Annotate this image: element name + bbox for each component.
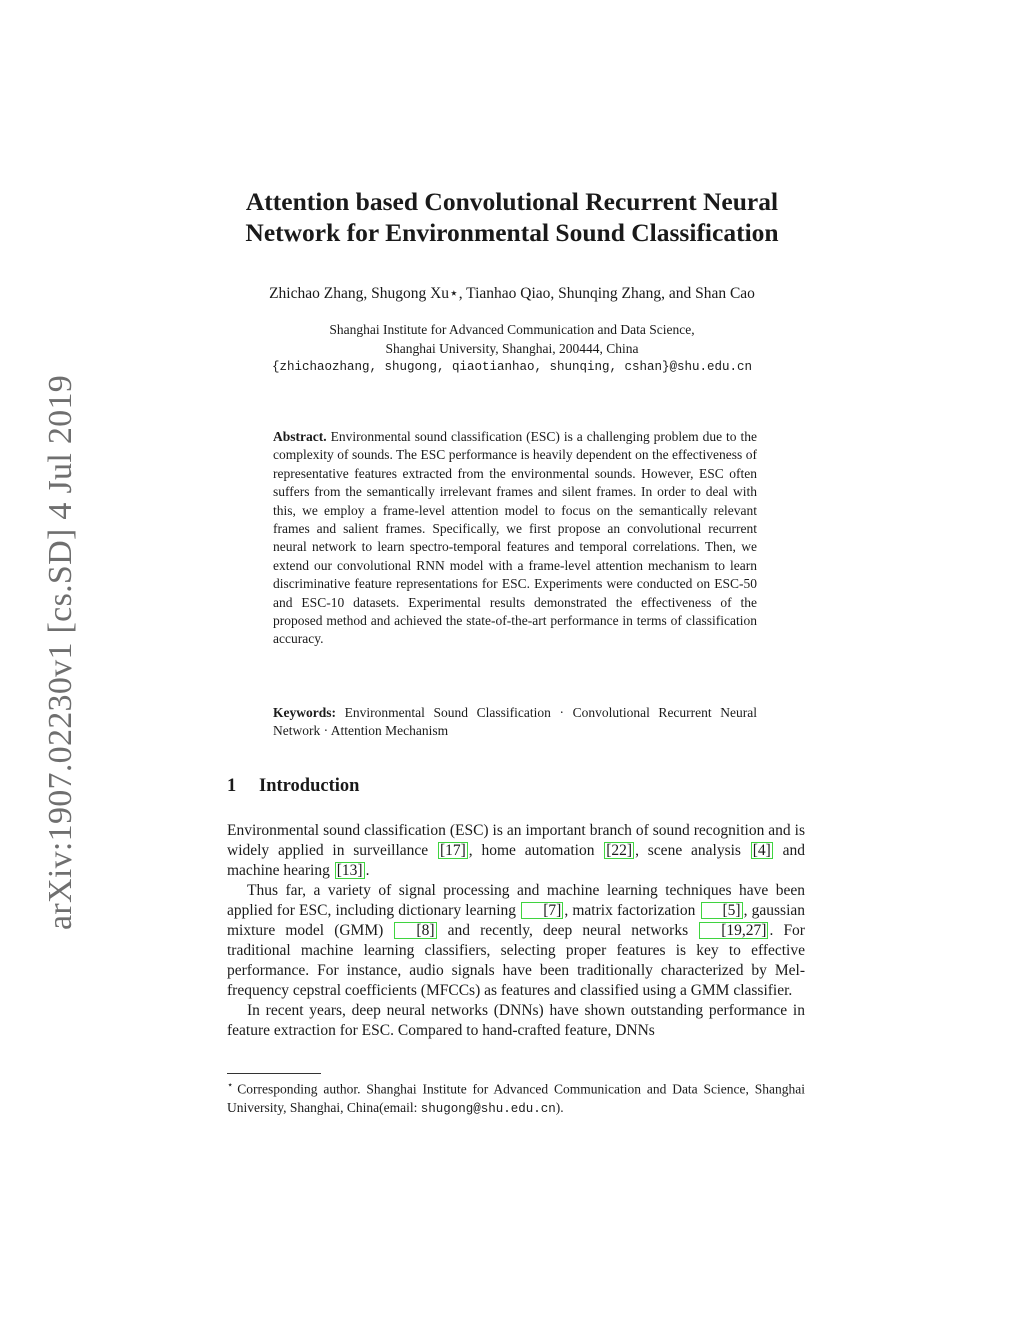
citation-link[interactable]: [13] [336,862,363,879]
abstract [273,428,757,649]
keywords [273,704,757,741]
footnote-text: Corresponding author. Shanghai Institute for Advanced Communication and Data Science, Shanghai University, Shanghai, China(email: [227,1081,805,1115]
paragraph-3: In recent years, deep neural networks (DNNs) have shown outstanding performance in feature extraction for ESC. Compared to hand-crafted feature, DNNs [227,1002,805,1039]
paragraph-text: Thus far, a variety of signal processing and machine learning techniques have been applied for ESC, including dictionary learning [227,882,805,919]
footnote-divider [227,1073,321,1074]
keywords-text: Environmental Sound Classification · Convolutional Recurrent Neural Network · Attention Mechanism [273,705,758,739]
introduction-body [227,821,805,1041]
footnote-mark: ⋆ [227,1080,234,1091]
footnote [227,1077,805,1118]
paragraph-text: and machine hearing [227,842,806,879]
footnote-end: ). [555,1099,564,1115]
affiliation-block [0,320,1024,377]
abstract-text: Environmental sound classification (ESC) is a challenging problem due to the complexity of sounds. The ESC performance is heavily dependent on the effectiveness of representative features extracted from the environmental sounds. However, ESC often suffers from the semantically irrelevant frames and silent frames. In order to deal with this, we employ a frame-level attention model to focus on the semantically relevant frames and salient frames. Specifically, we first propose an convolutional recurrent neural network to learn spectro-temporal features and temporal correlations. Then, we extend our convolutional RNN model with a frame-level attention mechanism to learn discriminative feature representations for ESC. Experiments were conducted on ESC-50 and ESC-10 datasets. Experimental results demonstrated the effectiveness of the proposed method and achieved the state-of-the-art performance in terms of classification accuracy. [273,429,758,647]
section-number: 1 [227,776,237,796]
citation-link[interactable]: [22] [606,842,633,859]
paragraph-2 [227,881,805,1001]
paragraph-text: , gaussian mixture model (GMM) [227,902,806,939]
title-line-2: Network for Environmental Sound Classification [245,218,779,247]
citation-link[interactable]: [17] [439,842,466,859]
paragraph-text: and recently, deep neural networks [437,922,699,939]
author-emails: {zhichaozhang, shugong, qiaotianhao, shunqing, cshan}@shu.edu.cn [271,360,753,374]
affiliation-line-2: Shanghai University, Shanghai, 200444, China [385,341,639,356]
citation-link[interactable]: [19,27] [699,922,768,939]
title-line-1: Attention based Convolutional Recurrent Neural [245,187,779,216]
paragraph-text: . [365,862,370,879]
abstract-label: Abstract. [273,429,327,444]
affiliation-line-1: Shanghai Institute for Advanced Communication and Data Science, [329,322,695,337]
paragraph-text: Environmental sound classification (ESC) is an important branch of sound recognition and is widely applied in surveillance [227,822,805,859]
arxiv-identifier-stamp: arXiv:1907.02230v1 [cs.SD] 4 Jul 2019 [42,374,79,930]
paragraph-text: , home automation [468,842,604,859]
paragraph-1 [227,821,805,881]
paragraph-text: , matrix factorization [564,902,700,919]
footnote-email: shugong@shu.edu.cn [420,1101,556,1116]
citation-link[interactable]: [8] [394,922,436,939]
paragraph-text: . For traditional machine learning classifiers, selecting proper features is key to effective performance. For instance, audio signals have been traditionally characterized by Mel-frequency cepstral coefficients (MFCCs) as features and classified using a GMM classifier. [227,922,805,999]
paragraph-text: , scene analysis [635,842,750,859]
keywords-label: Keywords: [273,705,336,720]
citation-link[interactable]: [4] [752,842,771,859]
paper-title [0,186,1024,248]
author-list: Zhichao Zhang, Shugong Xu⋆, Tianhao Qiao, Shunqing Zhang, and Shan Cao [269,285,755,302]
citation-link[interactable]: [7] [521,902,563,919]
section-heading-introduction [227,776,359,797]
section-title: Introduction [259,776,360,796]
citation-link[interactable]: [5] [701,902,743,919]
